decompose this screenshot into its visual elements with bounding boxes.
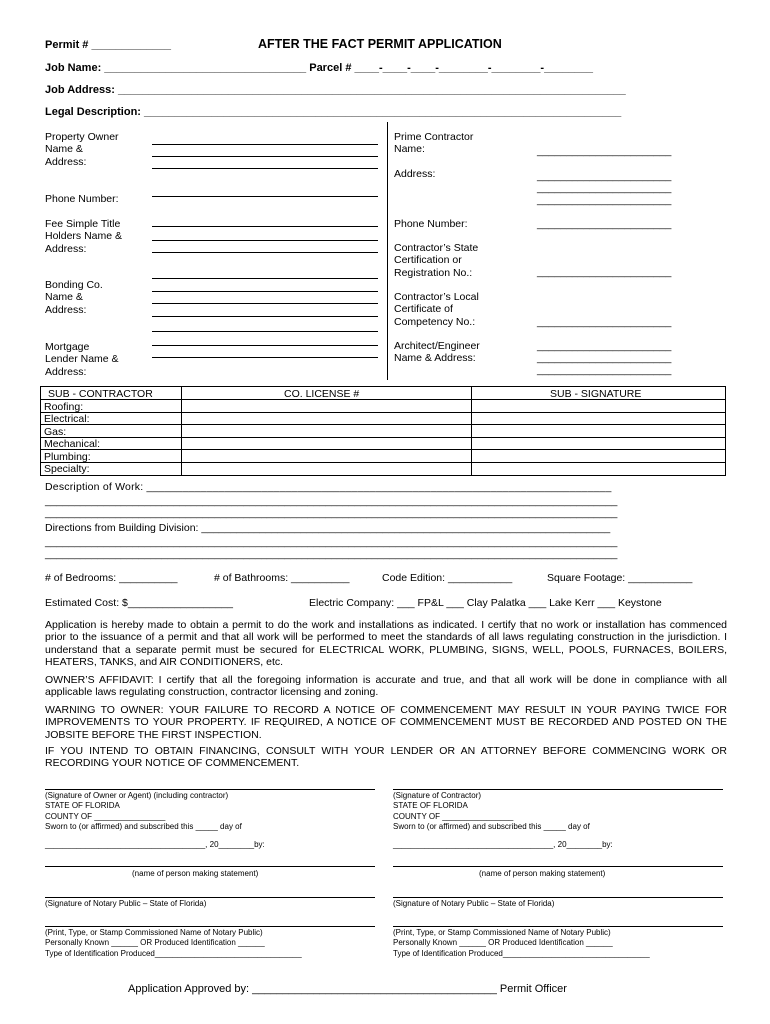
contractor-signature-line[interactable]: [393, 789, 723, 790]
owner-notary-print-block: (Print, Type, or Stamp Commissioned Name of Notary Public) Personally Known ______ OR Produced Identification ______ Type of Identification Produced_________________________________: [45, 928, 302, 958]
owner-name-caption: (name of person making statement): [132, 869, 259, 878]
table-row-line: [40, 424, 726, 425]
contractor-address-line-3[interactable]: _______________________: [537, 194, 672, 206]
property-owner-line-2[interactable]: [152, 156, 378, 157]
fee-simple-line-4[interactable]: [152, 278, 378, 279]
prime-contractor-line[interactable]: _______________________: [537, 145, 672, 157]
property-owner-line-1[interactable]: [152, 144, 378, 145]
table-row-electrical: Electrical:: [44, 413, 90, 425]
fee-simple-line-1[interactable]: [152, 226, 378, 227]
table-header-signature: SUB - SIGNATURE: [550, 388, 642, 400]
page-title: AFTER THE FACT PERMIT APPLICATION: [258, 37, 502, 51]
job-name-field[interactable]: Job Name: _________________________________ Parcel # ____-____-____-________-________-________: [45, 62, 594, 74]
bathrooms-field[interactable]: # of Bathrooms: __________: [214, 572, 350, 584]
table-row-line: [40, 437, 726, 438]
contractor-notary-print-block: (Print, Type, or Stamp Commissioned Name of Notary Public) Personally Known ______ OR Produced Identification ______ Type of Identification Produced_________________________________: [393, 928, 650, 958]
table-row-plumbing: Plumbing:: [44, 451, 91, 463]
contractor-name-caption: (name of person making statement): [479, 869, 606, 878]
description-of-work-field[interactable]: Description of Work: _____________________________________________________________________________: [45, 481, 612, 493]
table-row-line: [40, 449, 726, 450]
state-cert-line[interactable]: _______________________: [537, 266, 672, 278]
fee-simple-label: Fee Simple Title Holders Name & Address:: [45, 218, 123, 255]
property-owner-label: Property Owner Name & Address:: [45, 131, 119, 168]
bonding-label: Bonding Co. Name & Address:: [45, 279, 103, 316]
contractor-phone-label: Phone Number:: [394, 218, 468, 230]
owner-name-line[interactable]: [45, 866, 375, 867]
owners-affidavit: OWNER’S AFFIDAVIT: I certify that all the foregoing information is accurate and true, and that all work will be done in compliance with all applicable laws regulating construction, contractor licensing and zoning.: [45, 674, 727, 699]
fee-simple-line-3[interactable]: [152, 252, 378, 253]
description-line-2[interactable]: __________________________________________________________________________________________________: [45, 495, 618, 507]
application-approved-field[interactable]: Application Approved by: ________________________________________ Permit Officer: [128, 983, 567, 995]
permit-number-field[interactable]: Permit # _____________: [45, 39, 171, 51]
owner-phone-line[interactable]: [152, 196, 378, 197]
table-row-line: [40, 412, 726, 413]
local-cert-line[interactable]: _______________________: [537, 316, 672, 328]
table-row-line: [40, 462, 726, 463]
bedrooms-field[interactable]: # of Bedrooms: __________: [45, 572, 178, 584]
fee-simple-line-2[interactable]: [152, 240, 378, 241]
owner-notary-line[interactable]: [45, 897, 375, 898]
section-divider: [387, 122, 388, 380]
estimated-cost-field[interactable]: Estimated Cost: $__________________: [45, 597, 233, 609]
table-header-license: CO. LICENSE #: [284, 388, 360, 400]
job-address-field[interactable]: Job Address: ___________________________________________________________________________________: [45, 84, 626, 96]
owner-signature-line[interactable]: [45, 789, 375, 790]
contractor-address-line-1[interactable]: _______________________: [537, 170, 672, 182]
table-row-gas: Gas:: [44, 426, 67, 438]
contractor-address-line-2[interactable]: _______________________: [537, 182, 672, 194]
owner-phone-label: Phone Number:: [45, 193, 119, 205]
table-row-mechanical: Mechanical:: [44, 438, 101, 450]
architect-line-1[interactable]: _______________________: [537, 340, 672, 352]
bonding-line-1[interactable]: [152, 291, 378, 292]
table-header-sub-contractor: SUB - CONTRACTOR: [48, 388, 153, 400]
architect-line-3[interactable]: _______________________: [537, 364, 672, 376]
owner-notary-caption: (Signature of Notary Public – State of Florida): [45, 899, 207, 908]
contractor-notary-caption: (Signature of Notary Public – State of Florida): [393, 899, 555, 908]
owner-signature-block: (Signature of Owner or Agent) (including contractor) STATE OF FLORIDA COUNTY OF ________________ Sworn to (or affirmed) and subscribed this _____ day of: [45, 791, 242, 831]
owner-print-line[interactable]: [45, 926, 375, 927]
contractor-print-line[interactable]: [393, 926, 723, 927]
table-row-specialty: Specialty:: [44, 463, 90, 475]
notice-warning: WARNING TO OWNER: YOUR FAILURE TO RECORD A NOTICE OF COMMENCEMENT MAY RESULT IN YOUR PAYING TWICE FOR IMPROVEMENTS TO YOUR PROPERTY. IF REQUIRED, A NOTICE OF COMMENCEMENT MUST BE RECORDED AND POSTED ON THE JOBSITE BEFORE THE FIRST INSPECTION.: [45, 704, 727, 741]
description-line-3[interactable]: __________________________________________________________________________________________________: [45, 507, 618, 519]
square-footage-field[interactable]: Square Footage: ___________: [547, 572, 693, 584]
contractor-signature-block: (Signature of Contractor) STATE OF FLORIDA COUNTY OF ________________ Sworn to (or affirmed) and subscribed this _____ day of: [393, 791, 590, 831]
state-cert-label: Contractor’s State Certification or Registration No.:: [394, 242, 479, 279]
contractor-notary-line[interactable]: [393, 897, 723, 898]
contractor-name-line[interactable]: [393, 866, 723, 867]
local-cert-label: Contractor’s Local Certificate of Competency No.:: [394, 291, 479, 328]
directions-line-3[interactable]: __________________________________________________________________________________________________: [45, 548, 618, 560]
mortgage-line-1[interactable]: [152, 345, 378, 346]
bonding-line-3[interactable]: [152, 316, 378, 317]
financing-notice: IF YOU INTEND TO OBTAIN FINANCING, CONSULT WITH YOUR LENDER OR AN ATTORNEY BEFORE COMMENCING WORK OR RECORDING YOUR NOTICE OF COMMENCEMENT.: [45, 745, 727, 770]
prime-contractor-label: Prime Contractor Name:: [394, 131, 474, 156]
code-edition-field[interactable]: Code Edition: ___________: [382, 572, 513, 584]
directions-line-2[interactable]: __________________________________________________________________________________________________: [45, 536, 618, 548]
owner-date-line[interactable]: ____________________________________, 20________by:: [45, 840, 265, 849]
architect-line-2[interactable]: _______________________: [537, 352, 672, 364]
architect-label: Architect/Engineer Name & Address:: [394, 340, 480, 365]
application-statement: Application is hereby made to obtain a permit to do the work and installations as indicated. I certify that no work or installation has commenced prior to the issuance of a permit and that all work will be performed to meet the standards of all laws regulating construction in the jurisdiction. I understand that a separate permit must be secured for ELECTRICAL WORK, PLUMBING, SIGNS, WELL, POOLS, FURNACES, BOILERS, HEATERS, TANKS, and AIR CONDITIONERS, etc.: [45, 619, 727, 668]
contractor-date-line[interactable]: ____________________________________, 20________by:: [393, 840, 613, 849]
table-row-roofing: Roofing:: [44, 401, 84, 413]
bonding-line-2[interactable]: [152, 303, 378, 304]
directions-field[interactable]: Directions from Building Division: ______________________________________________________________________: [45, 522, 611, 534]
contractor-address-label: Address:: [394, 168, 436, 180]
electric-company-field[interactable]: Electric Company: ___ FP&L ___ Clay Palatka ___ Lake Kerr ___ Keystone: [309, 597, 662, 609]
bonding-line-4[interactable]: [152, 331, 378, 332]
mortgage-label: Mortgage Lender Name & Address:: [45, 341, 119, 378]
property-owner-line-3[interactable]: [152, 168, 378, 169]
contractor-phone-line[interactable]: _______________________: [537, 218, 672, 230]
mortgage-line-2[interactable]: [152, 357, 378, 358]
legal-description-field[interactable]: Legal Description: ______________________________________________________________________________: [45, 106, 622, 118]
